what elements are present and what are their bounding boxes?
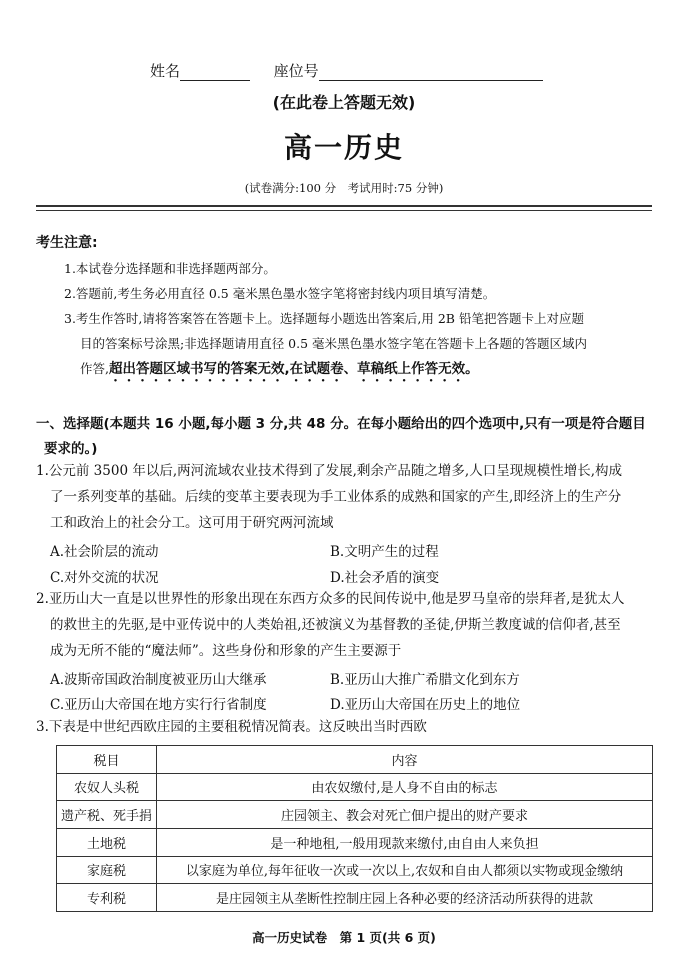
q1-stem-line3: 工和政治上的社会分工。这可用于研究两河流域 xyxy=(50,515,334,531)
q1-option-a: A.社会阶层的流动 xyxy=(50,544,159,560)
header-rule-thick xyxy=(36,205,652,207)
q1-stem-line2: 了一系列变革的基础。后续的变革主要表现为手工业体系的成熟和国家的产生,即经济上的生产分 xyxy=(50,489,622,505)
tax-name-cell: 土地税 xyxy=(57,828,157,856)
notice-item-3-line3: 作答,超出答题区域书写的答案无效,在试题卷、草稿纸上作答无效。 xyxy=(80,361,479,377)
student-info-line xyxy=(150,60,543,81)
header-rule-thin xyxy=(36,210,652,211)
notice-item-1: 1.本试卷分选择题和非选择题两部分。 xyxy=(64,261,276,276)
notice-item-3-line2: 目的答案标号涂黑;非选择题请用直径 0.5 毫米黑色墨水签字笔在答题卡上各题的答题区域内 xyxy=(80,336,588,351)
table-header-cell: 内容 xyxy=(157,746,653,774)
name-label: 姓名 xyxy=(150,62,181,80)
notice-heading: 考生注意: xyxy=(36,235,98,251)
q2-option-c: C.亚历山大帝国在地方实行行省制度 xyxy=(50,697,267,713)
q1-stem-line1: 1.公元前 3500 年以后,两河流域农业技术得到了发展,剩余产品随之增多,人口呈现规模性增长,构成 xyxy=(36,463,622,479)
q1-option-b: B.文明产生的过程 xyxy=(330,544,439,560)
tax-name-cell: 专利税 xyxy=(57,884,157,912)
tax-name-cell: 遗产税、死手捐 xyxy=(57,801,157,829)
name-blank xyxy=(180,64,250,81)
table-header-row xyxy=(57,746,653,774)
notice-item-3-line1: 3.考生作答时,请将答案答在答题卡上。选择题每小题选出答案后,用 2B 铅笔把答题卡上对应题 xyxy=(64,311,584,326)
tax-name-cell: 农奴人头税 xyxy=(57,773,157,801)
q2-option-b: B.亚历山大推广希腊文化到东方 xyxy=(330,672,520,688)
q1-option-d: D.社会矛盾的演变 xyxy=(330,570,440,586)
exam-title: 高一历史 xyxy=(283,131,404,164)
table-header-cell: 税目 xyxy=(57,746,157,774)
table-row xyxy=(57,828,653,856)
page-footer: 高一历史试卷 第 1 页(共 6 页) xyxy=(252,930,436,945)
section-heading: 一、选择题(本题共 16 小题,每小题 3 分,共 48 分。在每小题给出的四个选项中,只有一项是符合题目 要求的。) xyxy=(36,416,646,457)
tax-content-cell: 以家庭为单位,每年征收一次或一次以上,农奴和自由人都须以实物或现金缴纳 xyxy=(157,856,653,884)
tax-content-cell: 是庄园领主从垄断性控制庄园上各种必要的经济活动所获得的进款 xyxy=(157,884,653,912)
q2-option-d: D.亚历山大帝国在历史上的地位 xyxy=(330,697,521,713)
tax-name-cell: 家庭税 xyxy=(57,856,157,884)
table-row xyxy=(57,773,653,801)
tax-content-cell: 由农奴缴付,是人身不自由的标志 xyxy=(157,773,653,801)
tax-content-cell: 庄园领主、教会对死亡佃户提出的财产要求 xyxy=(157,801,653,829)
table-row xyxy=(57,801,653,829)
seat-blank xyxy=(319,64,543,81)
notice-item-2: 2.答题前,考生务必用直径 0.5 毫米黑色墨水签字笔将密封线内项目填写清楚。 xyxy=(64,286,496,301)
tax-table xyxy=(56,745,653,912)
q2-stem-line1: 2.亚历山大一直是以世界性的形象出现在东西方众多的民间传说中,他是罗马皇帝的崇拜者,是犹太人 xyxy=(36,591,625,607)
table-row xyxy=(57,856,653,884)
emphasized-warning: 超出答题区域书写的答案无效,在试题卷、草稿纸上作答无效。 xyxy=(108,361,479,377)
table-row xyxy=(57,884,653,912)
invalid-note: (在此卷上答题无效) xyxy=(272,93,416,112)
q1-option-c: C.对外交流的状况 xyxy=(50,570,159,586)
q2-option-a: A.波斯帝国政治制度被亚历山大继承 xyxy=(50,672,267,688)
seat-label: 座位号 xyxy=(273,62,319,80)
q2-stem-line2: 的救世主的先驱,是中亚传说中的人类始祖,还被演义为基督教的圣徒,伊斯兰教度诚的信仰者,甚至 xyxy=(50,617,621,633)
exam-info: (试卷满分:100 分 考试用时:75 分钟) xyxy=(244,181,444,195)
tax-content-cell: 是一种地租,一般用现款来缴付,由自由人来负担 xyxy=(157,828,653,856)
q2-stem-line3: 成为无所不能的“魔法师”。这些身份和形象的产生主要源于 xyxy=(50,643,402,659)
q3-stem: 3.下表是中世纪西欧庄园的主要租税情况简表。这反映出当时西欧 xyxy=(36,719,427,735)
